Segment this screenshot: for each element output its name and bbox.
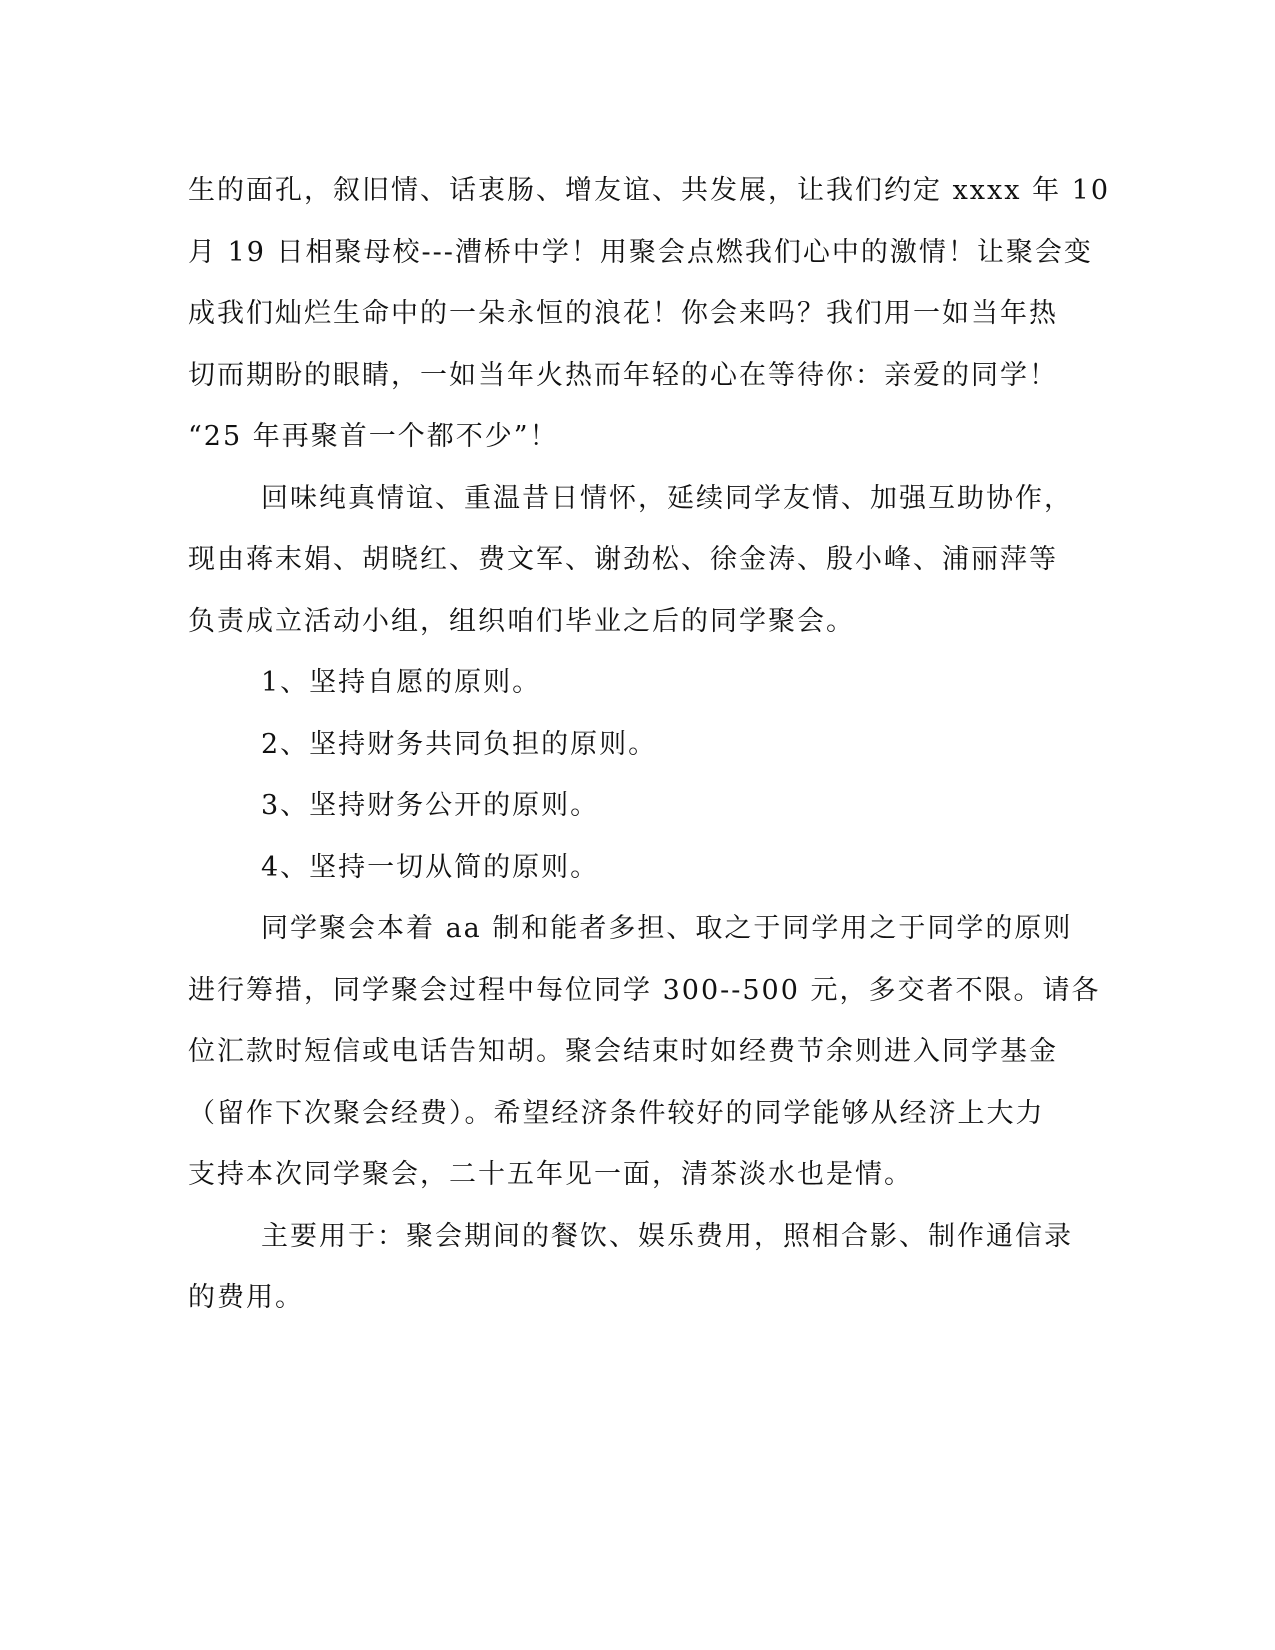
text-line: 回味纯真情谊、重温昔日情怀，延续同学友情、加强互助协作， <box>261 482 1073 514</box>
text-line: 现由蒋末娟、胡晓红、费文军、谢劲松、徐金涛、殷小峰、浦丽萍等 <box>188 544 1058 575</box>
text-line: 成我们灿烂生命中的一朵永恒的浪花！你会来吗？我们用一如当年热 <box>188 298 1058 329</box>
list-item: 1、坚持自愿的原则。 <box>261 667 542 698</box>
list-item: 3、坚持财务公开的原则。 <box>261 790 600 821</box>
text-line: 切而期盼的眼睛，一如当年火热而年轻的心在等待你：亲爱的同学！ <box>188 359 1058 391</box>
text-line: 月 19 日相聚母校---漕桥中学！用聚会点燃我们心中的激情！让聚会变 <box>188 236 1093 268</box>
text-line: 支持本次同学聚会，二十五年见一面，清茶淡水也是情。 <box>188 1159 913 1190</box>
text-line: 主要用于：聚会期间的餐饮、娱乐费用，照相合影、制作通信录 <box>261 1220 1073 1252</box>
text-line: 位汇款时短信或电话告知胡。聚会结束时如经费节余则进入同学基金 <box>188 1036 1058 1067</box>
text-line: “25 年再聚首一个都不少”！ <box>188 421 559 452</box>
text-line: （留作下次聚会经费）。希望经济条件较好的同学能够从经济上大力 <box>188 1097 1045 1129</box>
text-line: 生的面孔，叙旧情、话衷肠、增友谊、共发展，让我们约定 xxxx 年 10 <box>188 175 1111 206</box>
text-line: 的费用。 <box>188 1282 304 1313</box>
text-line: 同学聚会本着 aa 制和能者多担、取之于同学用之于同学的原则 <box>261 913 1073 944</box>
list-item: 4、坚持一切从简的原则。 <box>261 851 600 883</box>
text-line: 进行筹措，同学聚会过程中每位同学 300--500 元，多交者不限。请各 <box>188 974 1101 1006</box>
document-body <box>188 160 1111 1329</box>
list-item: 2、坚持财务共同负担的原则。 <box>261 728 658 760</box>
text-line: 负责成立活动小组，组织咱们毕业之后的同学聚会。 <box>188 605 855 637</box>
